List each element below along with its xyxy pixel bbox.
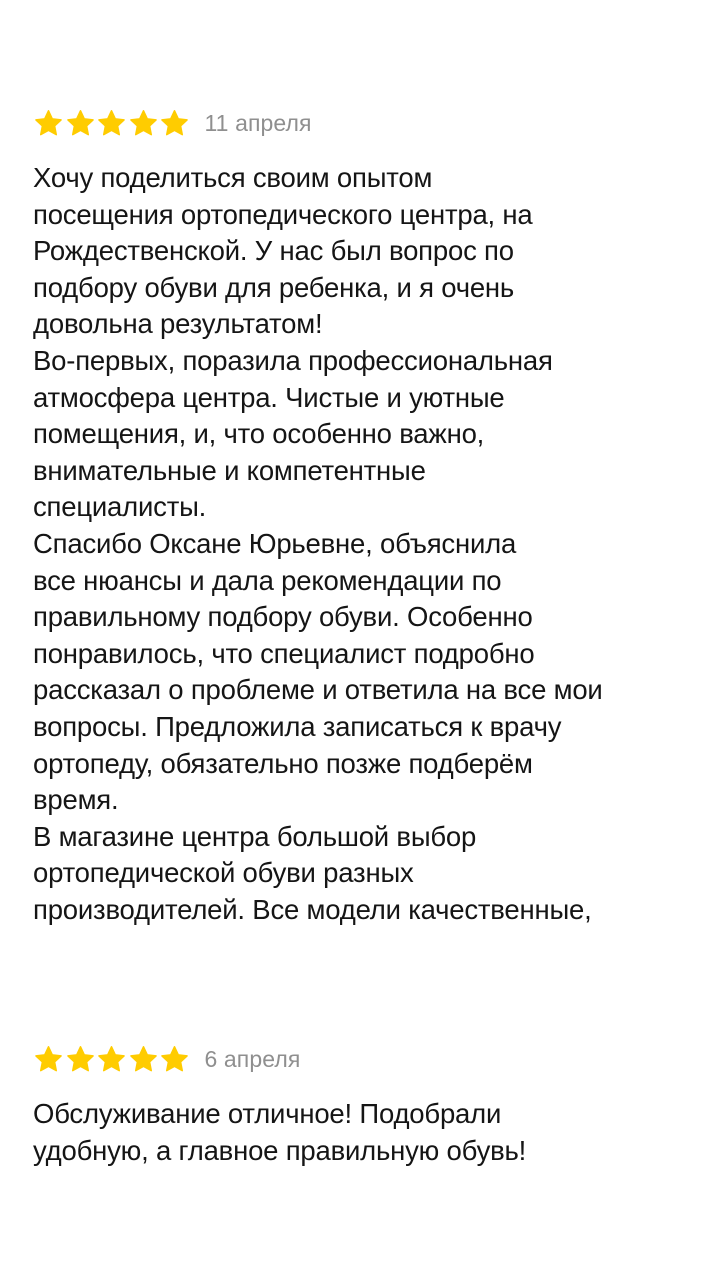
review-paragraph: Во-первых, поразила профессиональная атмосфера центра. Чистые и уютные помещения, и, что особенно важно, внимательные и компетентные специалисты. bbox=[33, 344, 553, 523]
review-header bbox=[33, 106, 693, 140]
review-header bbox=[33, 1042, 693, 1076]
star-rating bbox=[33, 108, 191, 139]
star-icon bbox=[33, 108, 64, 139]
review-paragraph: Спасибо Оксане Юрьевне, объяснила все нюансы и дала рекомендации по правильному подбору обуви. Особенно понравилось, что специалист подробно рассказал о проблеме и ответила на все мои вопросы. Предложила записаться к врачу ортопеду, обязательно позже подберём время. bbox=[33, 527, 603, 816]
review-date: 6 апреля bbox=[204, 1045, 301, 1072]
star-icon bbox=[65, 108, 96, 139]
star-icon bbox=[128, 108, 159, 139]
star-icon bbox=[33, 1044, 64, 1075]
star-icon bbox=[96, 108, 127, 139]
star-icon bbox=[159, 108, 190, 139]
star-icon bbox=[96, 1044, 127, 1075]
review-paragraph: Обслуживание отличное! Подобрали удобную, а главное правильную обувь! bbox=[33, 1098, 527, 1166]
review-paragraph: В магазине центра большой выбор ортопедической обуви разных производителей. Все модели качественные, bbox=[33, 820, 592, 925]
review-paragraph: Хочу поделиться своим опытом посещения ортопедического центра, на Рождественской. У нас был вопрос по подбору обуви для ребенка, и я очень довольна результатом! bbox=[33, 162, 533, 340]
review-card bbox=[33, 1042, 693, 1169]
review-date: 11 апреля bbox=[204, 109, 312, 136]
review-text bbox=[33, 160, 693, 928]
review-text bbox=[33, 1096, 693, 1169]
review-card bbox=[33, 106, 693, 928]
star-icon bbox=[159, 1044, 190, 1075]
star-icon bbox=[128, 1044, 159, 1075]
star-rating bbox=[33, 1044, 191, 1075]
star-icon bbox=[65, 1044, 96, 1075]
